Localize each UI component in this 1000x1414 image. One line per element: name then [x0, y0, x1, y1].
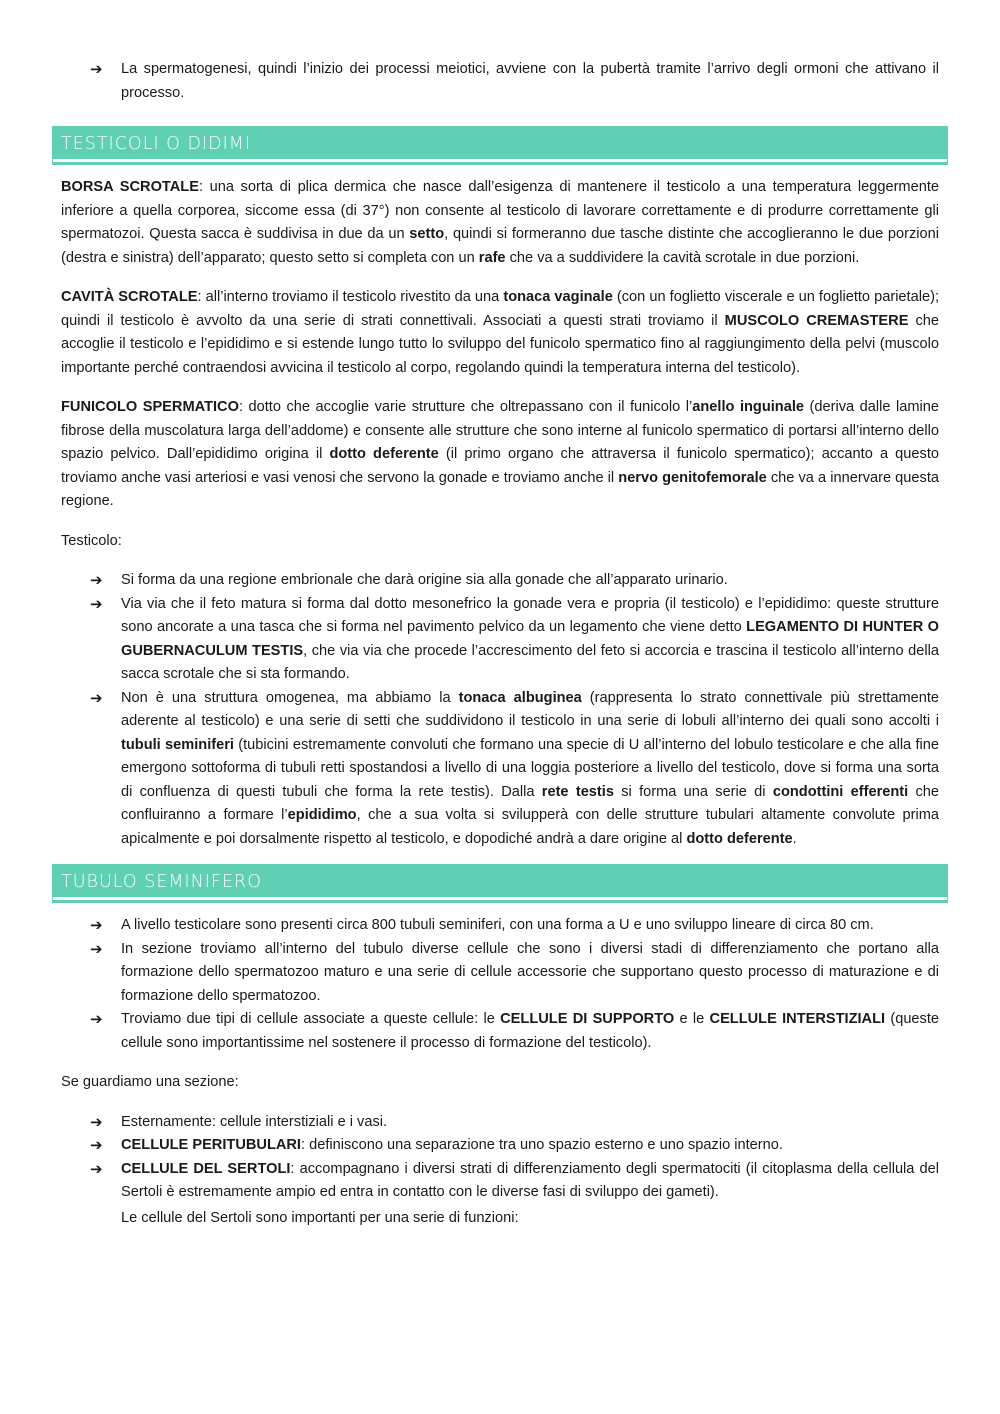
arrow-bullet-icon: ➔ [90, 1113, 103, 1131]
list-item: ➔ CELLULE DEL SERTOLI: accompagnano i diversi strati di differenziamento degli spermatociti (il citoplasma della cellula del Sertoli è estremamente ampio ed entra in contatto con le diverse fasi di sviluppo dei gameti). Le cellule del Sertoli sono importanti per una serie di funzioni: [121, 1158, 939, 1231]
list-item: ➔ Esternamente: cellule interstiziali e i vasi. [121, 1111, 939, 1135]
arrow-bullet-icon: ➔ [90, 61, 103, 78]
sezione-label: Se guardiamo una sezione: [61, 1074, 239, 1090]
arrow-bullet-icon: ➔ [90, 1011, 103, 1028]
arrow-bullet-icon: ➔ [90, 572, 103, 589]
list-item: ➔ CELLULE PERITUBULARI: definiscono una separazione tra uno spazio esterno e uno spazio interno. [121, 1134, 939, 1158]
arrow-bullet-icon: ➔ [90, 689, 103, 707]
arrow-bullet-icon: ➔ [90, 595, 103, 613]
arrow-bullet-icon: ➔ [90, 1137, 103, 1154]
list-item [90, 58, 939, 105]
paragraph-funicolo-spermatico: FUNICOLO SPERMATICO: dotto che accoglie varie strutture che oltrepassano con il funicolo l’anello inguinale (deriva dalle lamine fibrose della muscolatura larga dell’addome) e consente alle strutture che sono interne al funicolo spermatico di portarsi all’interno dello spazio pelvico. Dall’epididimo origina il dotto deferente (il primo organo che attraversa il funicolo spermatico); accanto a questo troviamo anche vasi arteriosi e vasi venosi che servono la gonade e troviamo anche il nervo genitofemorale che va a innervare questa regione. [61, 399, 940, 509]
list-item: ➔ Si forma da una regione embrionale che darà origine sia alla gonade che all’apparato urinario. [121, 569, 939, 593]
arrow-bullet-icon: ➔ [90, 940, 103, 958]
arrow-bullet-icon: ➔ [90, 1160, 103, 1178]
list-item: ➔ A livello testicolare sono presenti circa 800 tubuli seminiferi, con una forma a U e uno sviluppo lineare di circa 80 cm. [121, 914, 939, 938]
list-item: ➔ In sezione troviamo all’interno del tubulo diverse cellule che sono i diversi stadi di differenziamento che portano alla formazione dello spermatozoo maturo e una serie di cellule accessorie che supportano questo processo di maturazione e di formazione dello spermatozoo. [121, 938, 939, 1009]
arrow-bullet-icon: ➔ [90, 917, 103, 934]
section-heading-tubulo-seminifero: TUBULO SEMINIFERO [53, 865, 947, 900]
list-item: ➔ Via via che il feto matura si forma dal dotto mesonefrico la gonade vera e propria (il testicolo) e l’epididimo: queste strutture sono ancorate a una tasca che si forma nel pavimento pelvico da un legamento che viene detto LEGAMENTO DI HUNTER O GUBERNACULUM TESTIS, che via via che procede l’accrescimento del feto si accorcia e trascina il testicolo all’interno della sacca scrotale che si sta formando. [121, 593, 939, 687]
testicolo-bullet-list [61, 569, 939, 851]
testicolo-label: Testicolo: [61, 532, 122, 549]
section-heading-testicoli: TESTICOLI O DIDIMI [53, 127, 947, 162]
intro-bullet-list [61, 58, 939, 105]
bullet-text: La spermatogenesi, quindi l’inizio dei processi meiotici, avviene con la pubertà tramite l’arrivo degli ormoni che attivano il processo. [121, 61, 939, 101]
continuation-text: Le cellule del Sertoli sono importanti per una serie di funzioni: [121, 1209, 519, 1226]
paragraph-borsa-scrotale: BORSA SCROTALE: una sorta di plica dermica che nasce dall’esigenza di mantenere il testicolo a una temperatura leggermente inferiore a quella corporea, siccome essa (di 37°) non consente al testicolo di lavorare correttamente e di produrre correttamente gli spermatozoi. Questa sacca è suddivisa in due da un setto, quindi si formeranno due tasche distinte che accoglieranno le due porzioni (destra e sinistra) dell’apparato; questo setto si completa con un rafe che va a suddividere la cavità scrotale in due porzioni. [61, 179, 940, 266]
list-item: ➔ Non è una struttura omogenea, ma abbiamo la tonaca albuginea (rappresenta lo strato connettivale più strettamente aderente al testicolo) e una serie di setti che suddividono il testicolo in una serie di lobuli all’interno dei quali sono accolti i tubuli seminiferi (tubicini estremamente convoluti che formano una specie di U all’interno del lobulo testicolare e che alla fine emergono sottoforma di tubuli retti spostandosi a livello di una loggia posteriore a livello del testicolo, dove si forma una sorta di confluenza di questi tubuli che forma la rete testis). Dalla rete testis si forma una serie di condottini efferenti che confluiranno a formare l’epididimo, che a sua volta si svilupperà con delle strutture tubulari altamente convolute prima apicalmente e poi dorsalmente rispetto al testicolo, e dopodiché andrà a dare origine al dotto deferente. [121, 687, 939, 852]
list-item: ➔ Troviamo due tipi di cellule associate a queste cellule: le CELLULE DI SUPPORTO e le CELLULE INTERSTIZIALI (queste cellule sono importantissime nel sostenere il processo di formazione del testicolo). [121, 1008, 939, 1055]
paragraph-cavita-scrotale: CAVITÀ SCROTALE: all’interno troviamo il testicolo rivestito da una tonaca vaginale (con un foglietto viscerale e un foglietto parietale); quindi il testicolo è avvolto da una serie di strati connettivali. Associati a questi strati troviamo il MUSCOLO CREMASTERE che accoglie il testicolo e l’epididimo e si estende lungo tutto lo sviluppo del funicolo spermatico fino al raggiungimento della pelvi (muscolo importante perché contraendosi avvicina il testicolo al corpo, regolando quindi la temperatura interna del testicolo). [61, 289, 939, 376]
tubulo-bullet-list [61, 914, 939, 1055]
sezione-bullet-list [61, 1111, 939, 1231]
